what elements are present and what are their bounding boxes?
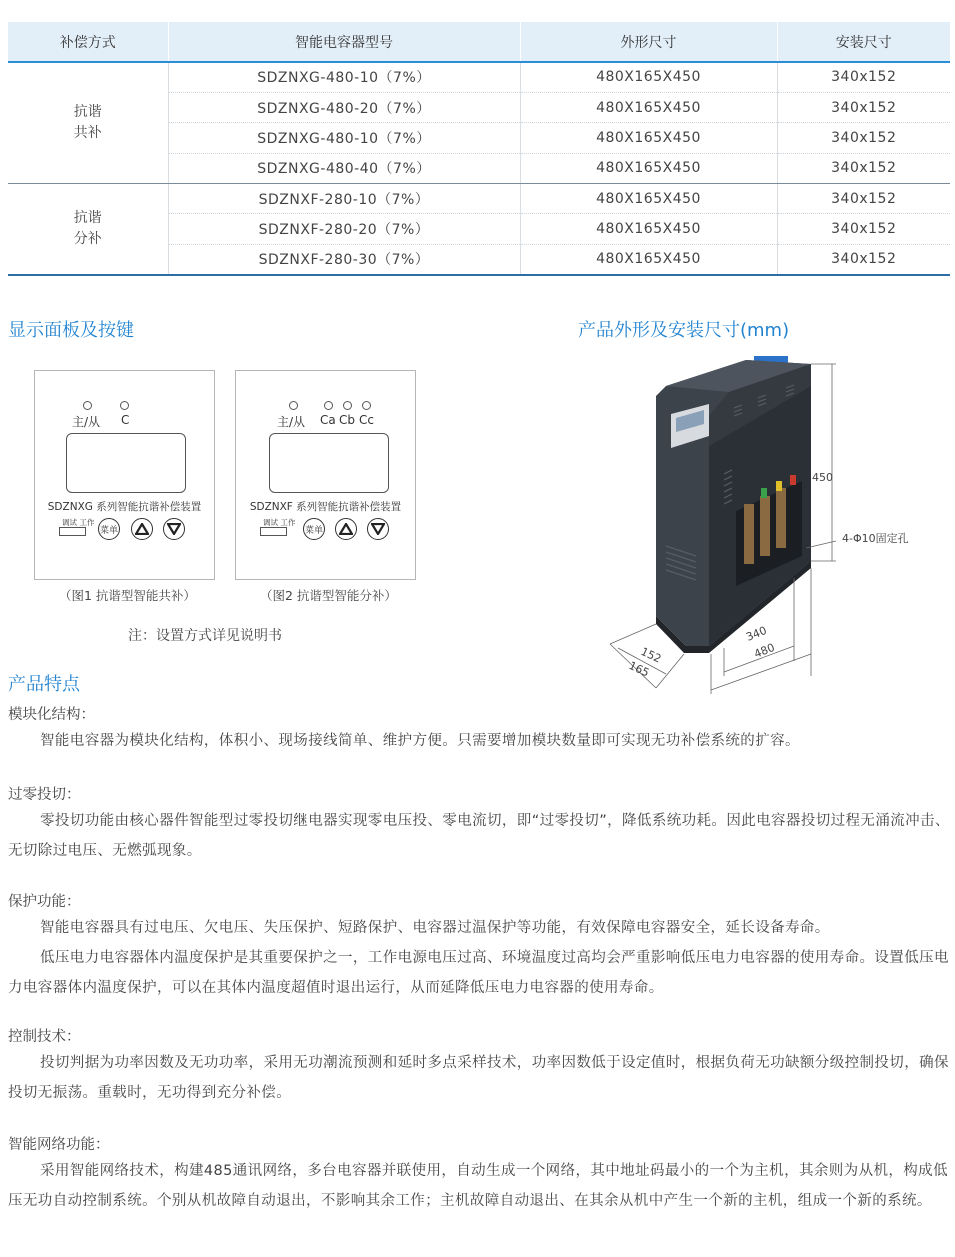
group-label-split: 抗谐 分补 <box>8 184 168 275</box>
led-master-slave-icon <box>289 401 298 410</box>
terminal-yellow <box>776 481 782 491</box>
mode-switch[interactable] <box>260 527 287 536</box>
led-master-slave-label: 主/从 <box>277 415 306 429</box>
model-cell: SDZNXG-480-10（7%） <box>168 62 520 92</box>
feature-zero-switching <box>8 784 950 866</box>
product-dimension-heading: 产品外形及安装尺寸(mm) <box>578 320 790 341</box>
triangle-up-icon <box>135 523 149 535</box>
display-panel-heading: 显示面板及按键 <box>8 320 134 341</box>
table-row <box>8 62 950 92</box>
down-button[interactable] <box>163 518 185 540</box>
outline-cell: 480X165X450 <box>520 153 777 183</box>
outline-cell: 480X165X450 <box>520 184 777 214</box>
led-ca-label: Ca <box>320 413 336 427</box>
install-cell: 340x152 <box>777 244 950 274</box>
feature-title: 模块化结构： <box>8 707 95 723</box>
dim-152-label: 152 <box>638 644 664 666</box>
menu-button[interactable]: 菜单 <box>303 518 325 540</box>
install-cell: 340x152 <box>777 92 950 122</box>
mode-label: 调试 工作 <box>263 518 296 527</box>
panel1-caption: （图1 抗谐型智能共补） <box>59 588 196 603</box>
panel-model-label: SDZNXF 系列智能抗谐补偿装置 <box>249 501 402 513</box>
spec-table <box>8 22 950 276</box>
led-c-label: C <box>121 413 130 427</box>
height-dimension <box>811 364 836 561</box>
panel-split-compensation <box>235 370 416 580</box>
feature-paragraph: 智能电容器具有过电压、欠电压、失压保护、短路保护、电容器过温保护等功能，有效保障电容器安全，延长设备寿命。 <box>40 920 830 936</box>
dim-165-label: 165 <box>626 658 652 680</box>
feature-paragraph: 低压电力电容器体内温度保护是其重要保护之一，工作电源电压过高、环境温度过高均会严重影响低压电力电容器的使用寿命。设置低压电力电容器体内温度保护，可以在其体内温度超值时退出运行，从而延降低压电力电容器的使用寿命。 <box>8 950 949 996</box>
outline-cell: 480X165X450 <box>520 92 777 122</box>
reactor-coil <box>776 488 786 548</box>
model-cell: SDZNXF-280-30（7%） <box>168 244 520 274</box>
panel-model-label: SDZNXG 系列智能抗谐补偿装置 <box>47 501 202 513</box>
feature-title: 控制技术： <box>8 1029 81 1045</box>
table-header-row <box>8 22 950 62</box>
model-cell: SDZNXG-480-20（7%） <box>168 92 520 122</box>
led-cc-label: Cc <box>359 413 374 427</box>
outline-cell: 480X165X450 <box>520 62 777 92</box>
dim-480-label: 480 <box>752 640 777 661</box>
lcd-screen <box>66 433 186 493</box>
mode-switch[interactable] <box>59 527 86 536</box>
feature-modular <box>8 704 950 756</box>
led-cb-label: Cb <box>339 413 355 427</box>
led-cc-icon <box>362 401 371 410</box>
feature-paragraph: 零投切功能由核心器件智能型过零投切继电器实现零电压投、零电流切，即“过零投切”，降低系统功耗。因此电容器投切过程无涌流冲击、无切除过电压、无燃弧现象。 <box>8 813 950 859</box>
triangle-down-icon <box>371 523 385 535</box>
header-compensation-mode: 补偿方式 <box>8 22 168 62</box>
table-row <box>8 184 950 214</box>
group-label-common: 抗谐 共补 <box>8 62 168 184</box>
header-capacitor-model: 智能电容器型号 <box>168 22 520 62</box>
reactor-coil <box>760 496 770 556</box>
settings-note: 注：设置方式详见说明书 <box>128 628 282 644</box>
led-cb-icon <box>343 401 352 410</box>
features-heading: 产品特点 <box>8 674 80 695</box>
header-outline-size: 外形尺寸 <box>520 22 777 62</box>
down-button[interactable] <box>367 518 389 540</box>
outline-cell: 480X165X450 <box>520 123 777 153</box>
dim-340-label: 340 <box>744 623 769 644</box>
install-cell: 340x152 <box>777 123 950 153</box>
feature-paragraph: 采用智能网络技术，构建485通讯网络，多台电容器并联使用，自动生成一个网络，其中地址码最小的一个为主机，其余则为从机，构成低压无功自动控制系统。个别从机故障自动退出，不影响其余工作；主机故障自动退出、在其余从机中产生一个新的主机，组成一个新的系统。 <box>8 1163 948 1209</box>
model-cell: SDZNXF-280-10（7%） <box>168 184 520 214</box>
mounting-hole-label: 4-Φ10固定孔 <box>842 532 909 545</box>
header-install-size: 安装尺寸 <box>777 22 950 62</box>
install-cell: 340x152 <box>777 153 950 183</box>
led-master-slave-icon <box>83 401 92 410</box>
feature-network <box>8 1134 950 1216</box>
model-cell: SDZNXF-280-20（7%） <box>168 214 520 244</box>
install-cell: 340x152 <box>777 62 950 92</box>
feature-title: 过零投切： <box>8 787 81 803</box>
product-dimension-figure <box>596 356 926 696</box>
feature-protection <box>8 891 950 1003</box>
feature-title: 保护功能： <box>8 894 81 910</box>
triangle-down-icon <box>167 523 181 535</box>
model-cell: SDZNXG-480-40（7%） <box>168 153 520 183</box>
lcd-screen <box>269 433 389 493</box>
feature-paragraph: 智能电容器为模块化结构，体积小、现场接线简单、维护方便。只需要增加模块数量即可实现无功补偿系统的扩容。 <box>40 733 800 749</box>
terminal-green <box>761 488 767 498</box>
model-cell: SDZNXG-480-10（7%） <box>168 123 520 153</box>
led-master-slave-label: 主/从 <box>72 415 101 429</box>
led-row <box>35 401 214 427</box>
outline-cell: 480X165X450 <box>520 244 777 274</box>
led-c-icon <box>120 401 129 410</box>
panel-common-compensation <box>34 370 215 580</box>
panel2-caption: （图2 抗谐型智能分补） <box>260 588 397 603</box>
install-cell: 340x152 <box>777 214 950 244</box>
outline-cell: 480X165X450 <box>520 214 777 244</box>
feature-control <box>8 1026 950 1108</box>
feature-title: 智能网络功能： <box>8 1137 110 1153</box>
height-dimension-label: 450 <box>812 471 833 484</box>
mode-label: 调试 工作 <box>62 518 95 527</box>
led-ca-icon <box>324 401 333 410</box>
menu-button[interactable]: 菜单 <box>98 518 120 540</box>
triangle-up-icon <box>339 523 353 535</box>
up-button[interactable] <box>131 518 153 540</box>
terminal-red <box>790 475 796 485</box>
feature-paragraph: 投切判据为功率因数及无功功率，采用无功潮流预测和延时多点采样技术，功率因数低于设定值时，根据负荷无功缺额分级控制投切，确保投切无振荡。重载时，无功得到充分补偿。 <box>8 1055 949 1101</box>
install-cell: 340x152 <box>777 184 950 214</box>
up-button[interactable] <box>335 518 357 540</box>
reactor-coil <box>744 504 754 564</box>
led-row <box>236 401 415 427</box>
